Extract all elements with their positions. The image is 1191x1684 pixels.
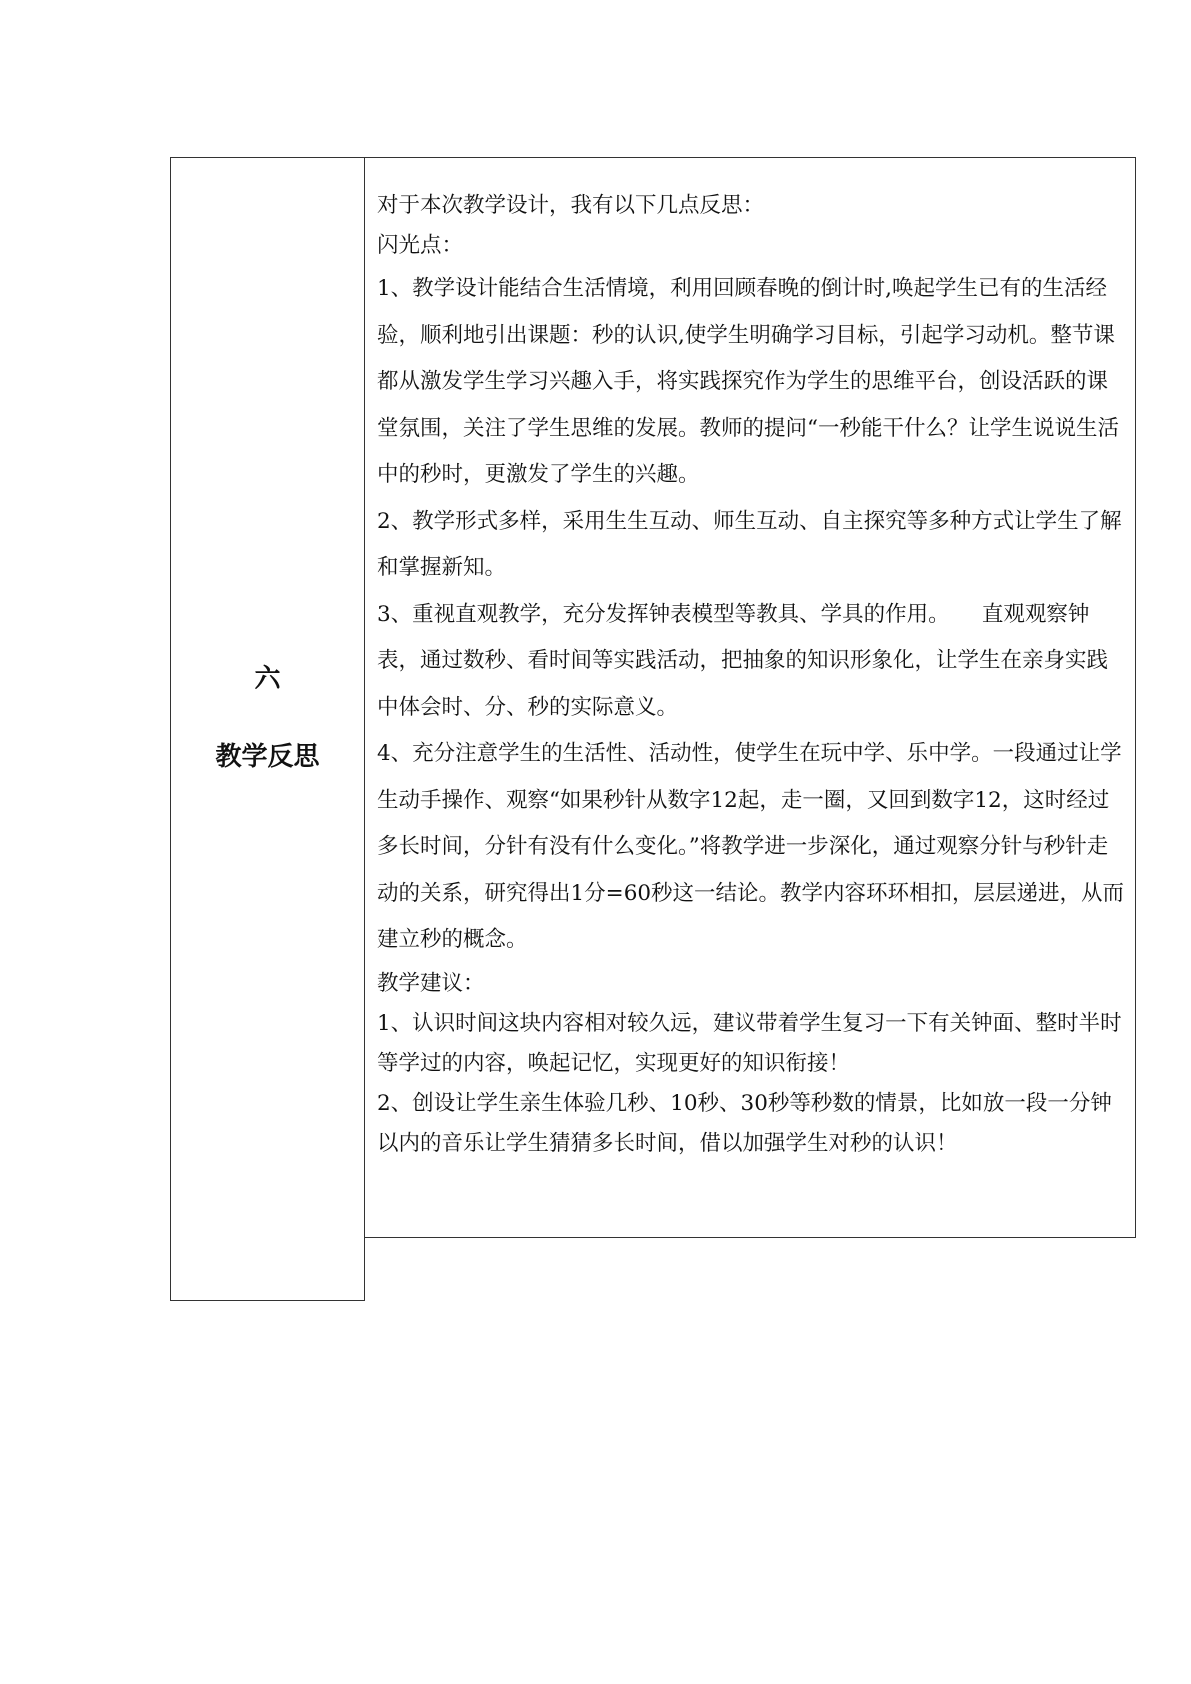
- highlight-item: 2、教学形式多样，采用生生互动、师生互动、自主探究等多种方式让学生了解和掌握新知。: [377, 508, 1122, 580]
- suggestion-item: 1、认识时间这块内容相对较久远，建议带着学生复习一下有关钟面、整时半时等学过的内容，唤起记忆，实现更好的知识衔接！: [377, 1010, 1122, 1076]
- suggestions-heading: 教学建议：: [377, 970, 485, 996]
- highlight-item: 1、教学设计能结合生活情境，利用回顾春晚的倒计时,唤起学生已有的生活经验，顺利地引出课题：秒的认识,使学生明确学习目标，引起学习动机。整节课都从激发学生学习兴趣入手，将实践探究作为学生的思维平台，创设活跃的课堂氛围，关注了学生思维的发展。教师的提问“一秒能干什么？让学生说说生活中的秒时，更激发了学生的兴趣。: [377, 276, 1119, 487]
- section-title: 教学反思: [215, 742, 320, 772]
- reflection-content-cell: [364, 157, 1136, 1238]
- reflection-text: [377, 186, 1125, 1164]
- suggestion-item: 2、创设让学生亲生体验几秒、10秒、30秒等秒数的情景，比如放一段一分钟以内的音乐让学生猜猜多长时间，借以加强学生对秒的认识！: [377, 1090, 1112, 1156]
- section-number: 六: [254, 664, 281, 694]
- highlight-item: 3、重视直观教学，充分发挥钟表模型等教具、学具的作用。 直观观察钟表，通过数秒、看时间等实践活动，把抽象的知识形象化，让学生在亲身实践中体会时、分、秒的实际意义。: [377, 601, 1109, 720]
- reflection-intro: 对于本次教学设计，我有以下几点反思：: [377, 193, 765, 218]
- highlights-heading: 闪光点：: [377, 233, 464, 258]
- section-label-cell: [170, 157, 365, 1301]
- highlight-item: 4、充分注意学生的生活性、活动性，使学生在玩中学、乐中学。一段通过让学生动手操作、观察“如果秒针从数字12起，走一圈，又回到数字12，这时经过多长时间，分针有没有什么变化。”将教学进一步深化，通过观察分针与秒针走动的关系，研究得出1分=60秒这一结论。教学内容环环相扣，层层递进，从而建立秒的概念。: [377, 741, 1125, 952]
